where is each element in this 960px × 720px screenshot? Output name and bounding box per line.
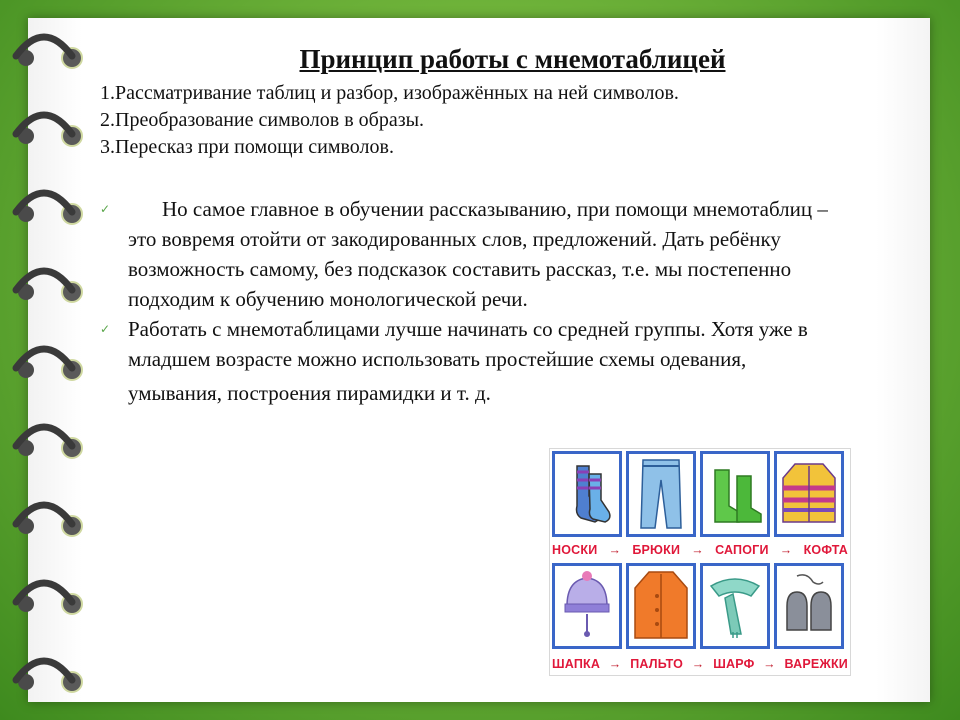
- mnemo-caption-row1: [552, 541, 848, 559]
- bullet-line: это вовремя отойти от закодированных слов, предложений. Дать ребёнку: [128, 227, 781, 251]
- mnemo-cell: [626, 563, 696, 649]
- mnemo-cell: [700, 451, 770, 537]
- binding-ring: [16, 427, 82, 458]
- mnemo-word: САПОГИ: [715, 543, 769, 557]
- step-item: 2.Преобразование символов в образы.: [100, 109, 425, 131]
- jacket-icon: [777, 454, 841, 534]
- mnemo-table: [549, 448, 851, 676]
- bullet-line: умывания, построения пирамидки и т. д.: [128, 381, 491, 405]
- arrow-icon: →: [763, 657, 776, 671]
- binding-ring: [16, 271, 82, 302]
- scarf-icon: [703, 566, 767, 646]
- boots-icon: [703, 454, 767, 534]
- mnemo-word: ШАРФ: [713, 657, 755, 671]
- binding-ring: [16, 505, 82, 536]
- hat-icon: [555, 566, 619, 646]
- mnemo-cell: [552, 563, 622, 649]
- binding-ring: [16, 115, 82, 146]
- bullet-item: [100, 194, 920, 314]
- arrow-icon: →: [691, 543, 704, 557]
- mnemo-cell: [552, 451, 622, 537]
- mnemo-word: ПАЛЬТО: [630, 657, 684, 671]
- arrow-icon: →: [608, 657, 622, 671]
- mnemo-word: ВАРЕЖКИ: [784, 657, 848, 671]
- mnemo-cell: [700, 563, 770, 649]
- arrow-icon: →: [608, 543, 622, 557]
- binding-ring: [16, 193, 82, 224]
- mnemo-word: ШАПКА: [552, 657, 601, 671]
- spiral-binding: [0, 0, 110, 720]
- page-title: Принцип работы с мнемотаблицей: [299, 44, 726, 74]
- bullet-line: Работать с мнемотаблицами лучше начинать со средней группы. Хотя уже в: [128, 317, 808, 341]
- step-item: 3.Пересказ при помощи символов.: [100, 136, 394, 158]
- step-item: 1.Рассматривание таблиц и разбор, изображённых на ней символов.: [100, 82, 679, 104]
- checkmark-icon: ✓: [100, 322, 111, 336]
- checkmark-icon: ✓: [100, 202, 111, 216]
- mnemo-cell: [774, 451, 844, 537]
- binding-ring: [16, 583, 82, 614]
- steps-list: [100, 80, 679, 161]
- bullet-line: Но самое главное в обучении рассказыванию, при помощи мнемотаблиц –: [162, 197, 828, 221]
- mittens-icon: [777, 566, 841, 646]
- arrow-icon: →: [779, 543, 793, 557]
- mnemo-cell: [774, 563, 844, 649]
- bullet-line: возможность самому, без подсказок составить рассказ, т.е. мы постепенно: [128, 257, 792, 281]
- arrow-icon: →: [691, 657, 705, 671]
- bullet-item: [100, 314, 920, 408]
- jeans-icon: [629, 454, 693, 534]
- socks-icon: [555, 454, 619, 534]
- binding-ring: [16, 349, 82, 380]
- mnemo-word: НОСКИ: [552, 543, 598, 557]
- coat-icon: [629, 566, 693, 646]
- binding-ring: [16, 661, 82, 692]
- bullet-line: подходим к обучению монологической речи.: [128, 287, 528, 311]
- mnemo-word: КОФТА: [803, 543, 848, 557]
- bullet-line: младшем возрасте можно использовать простейшие схемы одевания,: [128, 347, 747, 371]
- mnemo-word: БРЮКИ: [632, 543, 681, 557]
- bullet-list: [100, 194, 920, 408]
- mnemo-cell: [626, 451, 696, 537]
- mnemo-caption-row2: [552, 655, 848, 673]
